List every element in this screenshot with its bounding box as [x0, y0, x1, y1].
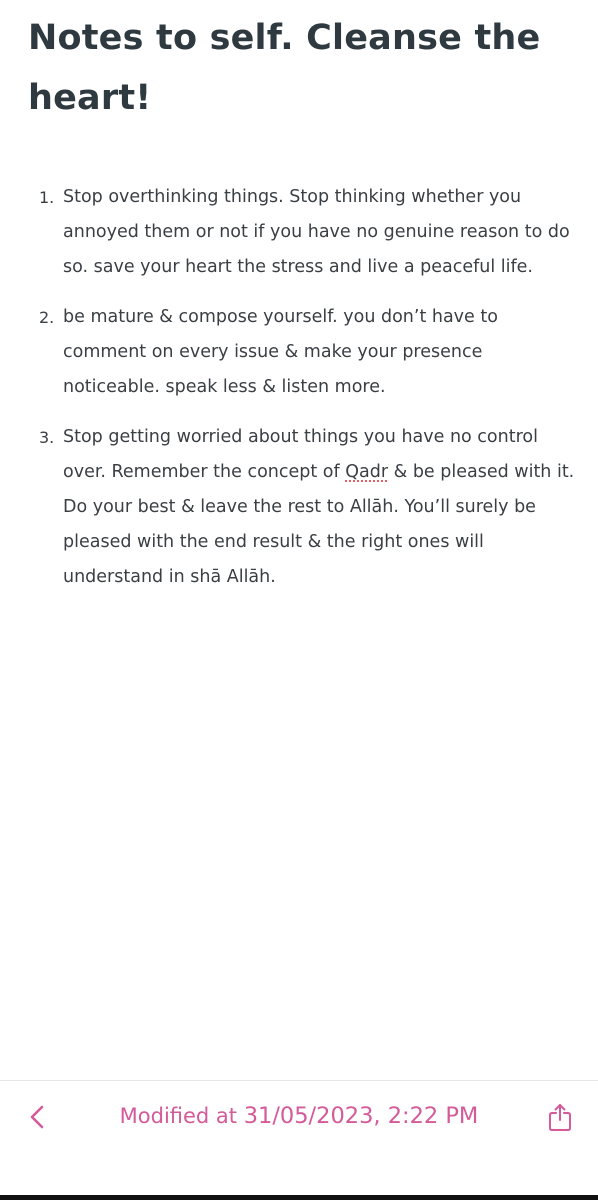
list-item[interactable]	[28, 420, 576, 595]
list-item-text[interactable]	[63, 427, 574, 587]
list-item-number: 1.	[39, 188, 55, 207]
list-item-number: 3.	[39, 428, 55, 447]
note-list	[28, 180, 576, 610]
list-item-text[interactable]: be mature & compose yourself. you don’t have to comment on every issue & make your presence noticeable. speak less & listen more.	[63, 307, 498, 397]
list-item-text-end: & be pleased with it. Do your best & leave the rest to Allāh. You’ll surely be pleased with the end result & the right ones will understand in shā Allāh.	[63, 462, 575, 587]
back-button[interactable]	[22, 1099, 52, 1135]
modified-prefix: Modified at	[119, 1104, 244, 1128]
bottom-toolbar	[0, 1080, 598, 1155]
home-indicator	[0, 1195, 598, 1200]
chevron-left-icon	[29, 1104, 45, 1130]
list-item-text-start: Stop getting worried about things you have no control over. Remember the concept of	[63, 427, 538, 482]
list-item[interactable]	[28, 180, 576, 285]
modified-date: 31/05/2023, 2:22 PM	[243, 1103, 479, 1129]
share-button[interactable]	[544, 1099, 576, 1135]
list-item-number: 2.	[39, 308, 55, 327]
modified-status	[0, 1099, 598, 1133]
share-icon	[547, 1102, 573, 1132]
list-item[interactable]	[28, 300, 576, 405]
list-item-text[interactable]: Stop overthinking things. Stop thinking whether you annoyed them or not if you have no genuine reason to do so. save your heart the stress and live a peaceful life.	[63, 187, 570, 277]
spellcheck-flagged-word[interactable]: Qadr	[345, 462, 389, 482]
note-title[interactable]: Notes to self. Cleanse the heart!	[28, 18, 541, 118]
